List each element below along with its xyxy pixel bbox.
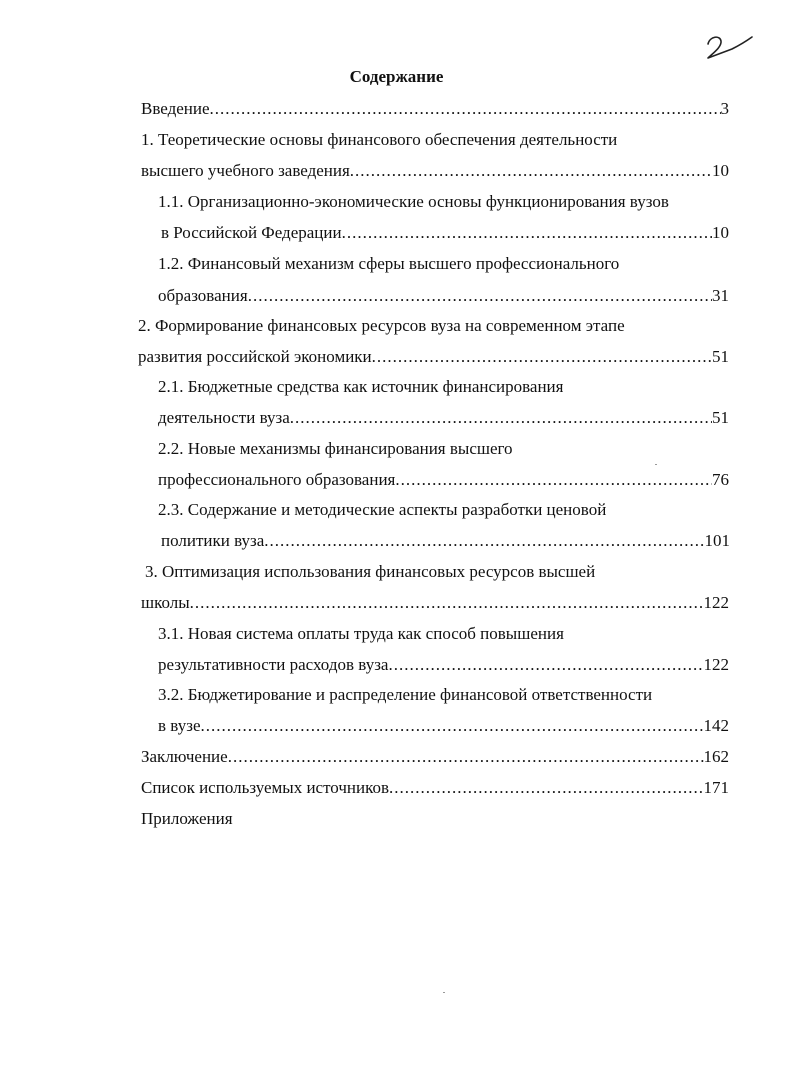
toc-page-number: 3: [720, 99, 729, 118]
dot-leader: [190, 592, 704, 614]
toc-entry-text: результативности расходов вуза: [158, 655, 389, 674]
toc-entry-chapter-2-line-1: 2. Формирование финансовых ресурсов вуза на современном этапе: [138, 316, 625, 335]
toc-page-number: 51: [712, 408, 729, 427]
toc-entry-section-1-2: [158, 285, 729, 307]
toc-page-number: 142: [703, 716, 729, 735]
toc-entry-section-2-2-line-1: 2.2. Новые механизмы финансирования высшего: [158, 439, 513, 458]
scan-speck: [655, 464, 657, 465]
toc-entry-text: в вузе: [158, 716, 201, 735]
toc-entry-section-3-2-line-1: 3.2. Бюджетирование и распределение финансовой ответственности: [158, 685, 653, 704]
scan-speck: [443, 992, 445, 993]
dot-leader: [290, 407, 712, 429]
toc-entry-sources: [141, 777, 729, 799]
toc-entry-intro: [141, 98, 729, 120]
toc-entry-text: образования: [158, 286, 248, 305]
toc-page-number: 122: [703, 655, 729, 674]
toc-entry-section-3-1-line-1: 3.1. Новая система оплаты труда как способ повышения: [158, 624, 564, 643]
toc-entry-text: политики вуза: [161, 531, 265, 550]
dot-leader: [248, 285, 712, 307]
toc-entry-section-2-3-line-1: 2.3. Содержание и методические аспекты разработки ценовой: [158, 500, 607, 519]
toc-page-number: 51: [712, 347, 729, 366]
toc-entry-section-2-2: [158, 469, 729, 491]
dot-leader: [342, 222, 712, 244]
toc-entry-section-2-3: [161, 530, 730, 552]
toc-page-number: 101: [704, 531, 730, 550]
toc-page-number: 171: [703, 778, 729, 797]
toc-entry-section-1-1: [161, 222, 729, 244]
toc-page-number: 76: [712, 470, 729, 489]
toc-entry-text: деятельности вуза: [158, 408, 290, 427]
toc-entry-text: в Российской Федерации: [161, 223, 342, 242]
toc-entry-section-1-1-line-1: 1.1. Организационно-экономические основы функционирования вузов: [158, 192, 669, 211]
toc-entry-chapter-2: [138, 346, 729, 368]
toc-entry-text: профессионального образования: [158, 470, 396, 489]
toc-entry-text: Заключение: [141, 747, 228, 766]
toc-page-number: 162: [703, 747, 729, 766]
dot-leader: [372, 346, 712, 368]
toc-entry-chapter-1-line-1: 1. Теоретические основы финансового обеспечения деятельности: [141, 130, 618, 149]
toc-entry-text: высшего учебного заведения: [141, 161, 350, 180]
dot-leader: [389, 777, 703, 799]
toc-entry-section-1-2-line-1: 1.2. Финансовый механизм сферы высшего профессионального: [158, 254, 620, 273]
toc-page-number: 10: [712, 161, 729, 180]
toc-entry-section-3-1: [158, 654, 729, 676]
toc-page-number: 31: [712, 286, 729, 305]
dot-leader: [210, 98, 721, 120]
toc-entry-section-2-1: [158, 407, 729, 429]
dot-leader: [264, 530, 704, 552]
page-title: Содержание: [349, 67, 444, 86]
toc-entry-chapter-3-line-1: 3. Оптимизация использования финансовых ресурсов высшей: [145, 562, 596, 581]
dot-leader: [350, 160, 712, 182]
toc-entry-text: школы: [141, 593, 190, 612]
dot-leader: [388, 654, 703, 676]
toc-page-number: 10: [712, 223, 729, 242]
toc-entry-section-2-1-line-1: 2.1. Бюджетные средства как источник финансирования: [158, 377, 564, 396]
toc-entry-text: Список используемых источников: [141, 778, 390, 797]
dot-leader: [200, 715, 703, 737]
toc-entry-chapter-3: [141, 592, 729, 614]
toc-entry-chapter-1: [141, 160, 729, 182]
handwritten-page-number: [700, 30, 754, 64]
toc-entry-text: развития российской экономики: [138, 347, 372, 366]
toc-entry-text: Введение: [141, 99, 210, 118]
dot-leader: [395, 469, 712, 491]
toc-entry-appendix: Приложения: [141, 809, 233, 828]
dot-leader: [228, 746, 704, 768]
toc-page-number: 122: [703, 593, 729, 612]
toc-entry-section-3-2: [158, 715, 729, 737]
toc-entry-conclusion: [141, 746, 729, 768]
